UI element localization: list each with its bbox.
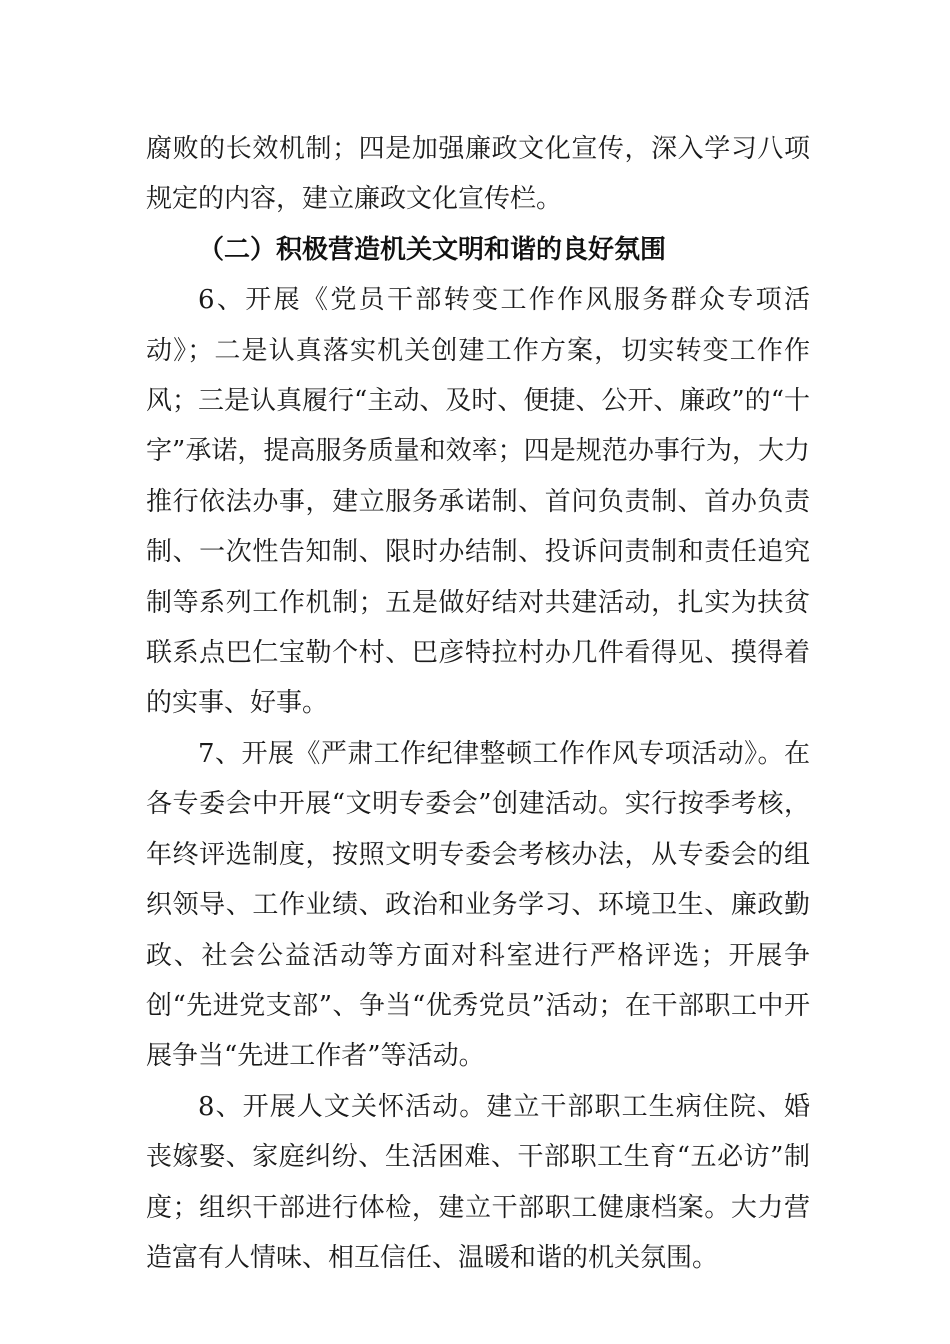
section-heading: （二）积极营造机关文明和谐的良好氛围 — [198, 234, 667, 265]
paragraph-item-7: 7、开展《严肃工作纪律整顿工作作风专项活动》。在各专委会中开展“文明专委会”创建活动。实行按季考核，年终评选制度，按照文明专委会考核办法，从专委会的组织领导、工作业绩、政治和业务学习、环境卫生、廉政勤政、社会公益活动等方面对科室进行严格评选；开展争创“先进党支部”、争当“优秀党员”活动；在干部职工中开展争当“先进工作者”等活动。 — [146, 738, 810, 1072]
paragraph-continuation: 腐败的长效机制；四是加强廉政文化宣传，深入学习八项规定的内容，建立廉政文化宣传栏。 — [146, 134, 810, 215]
document-body — [146, 124, 810, 1283]
paragraph-item-8: 8、开展人文关怀活动。建立干部职工生病住院、婚丧嫁娶、家庭纠纷、生活困难、干部职工生育“五必访”制度；组织干部进行体检，建立干部职工健康档案。大力营造富有人情味、相互信任、温暖和谐的机关氛围。 — [146, 1091, 810, 1273]
paragraph-item-6: 6、开展《党员干部转变工作作风服务群众专项活动》；二是认真落实机关创建工作方案，切实转变工作作风；三是认真履行“主动、及时、便捷、公开、廉政”的“十字”承诺，提高服务质量和效率；四是规范办事行为，大力推行依法办事，建立服务承诺制、首问负责制、首办负责制、一次性告知制、限时办结制、投诉问责制和责任追究制等系列工作机制；五是做好结对共建活动，扎实为扶贫联系点巴仁宝勒个村、巴彦特拉村办几件看得见、摸得着的实事、好事。 — [146, 285, 810, 719]
